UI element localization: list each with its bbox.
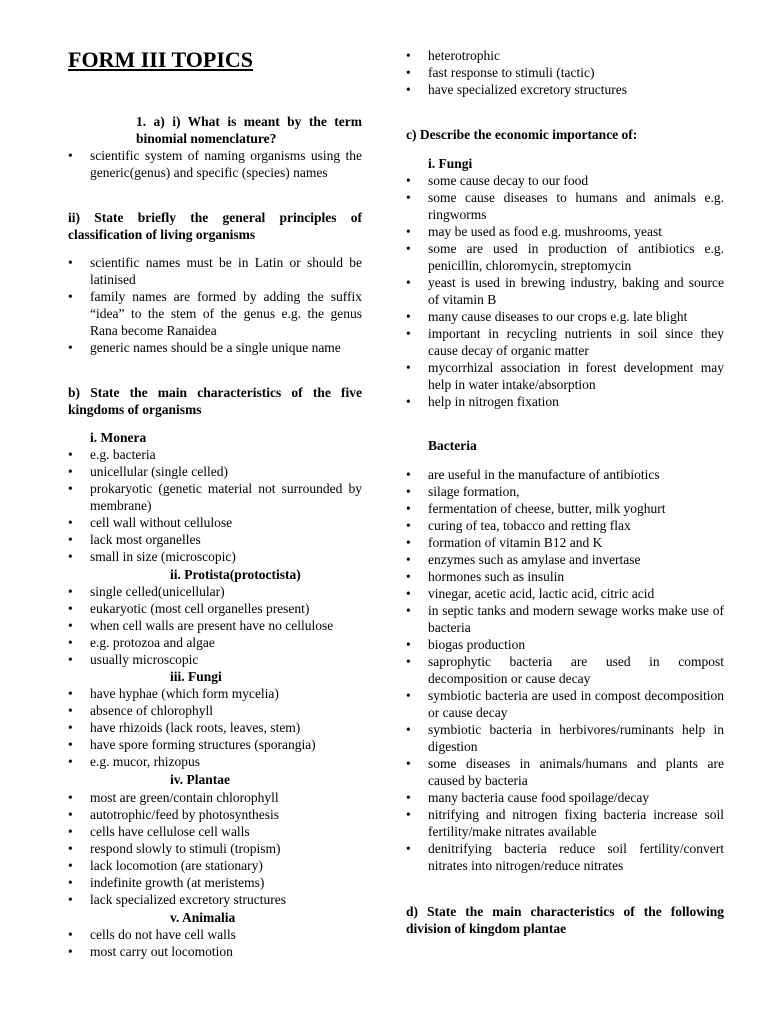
- animalia-continued-list: [406, 47, 724, 98]
- question-1d: d) State the main characteristics of the following division of kingdom plantae: [406, 904, 724, 936]
- list-item: • have hyphae (which form mycelia): [68, 685, 362, 702]
- list-item: • generic names should be a single unique name: [68, 339, 362, 356]
- list-item: • many bacteria cause food spoilage/decay: [406, 789, 724, 806]
- list-item: • curing of tea, tobacco and retting flax: [406, 517, 724, 534]
- question-1a-ii: ii) State briefly the general principles of classification of living organisms: [68, 210, 362, 242]
- list-item: • symbiotic bacteria in herbivores/ruminants help in digestion: [406, 721, 724, 755]
- list-item: • fermentation of cheese, butter, milk yoghurt: [406, 500, 724, 517]
- list-item: • usually microscopic: [68, 651, 362, 668]
- bacteria-list: [406, 466, 724, 874]
- list-item: • denitrifying bacteria reduce soil fertility/convert nitrates into nitrogen/reduce nitrates: [406, 840, 724, 874]
- econ-fungi-list: [406, 172, 724, 410]
- list-item: • many cause diseases to our crops e.g. late blight: [406, 308, 724, 325]
- list-item: • single celled(unicellular): [68, 583, 362, 600]
- list-item: • cells have cellulose cell walls: [68, 823, 362, 840]
- list-item: • scientific system of naming organisms using the generic(genus) and specific (species) names: [68, 147, 362, 181]
- question-1a-i: 1. a) i) What is meant by the term binomial nomenclature?: [136, 114, 362, 146]
- list-item: • formation of vitamin B12 and K: [406, 534, 724, 551]
- list-item: • are useful in the manufacture of antibiotics: [406, 466, 724, 483]
- list-item: • indefinite growth (at meristems): [68, 874, 362, 891]
- list-item: • e.g. mucor, rhizopus: [68, 753, 362, 770]
- list-item: • e.g. protozoa and algae: [68, 634, 362, 651]
- plantae-list: [68, 789, 362, 908]
- list-item: • unicellular (single celled): [68, 463, 362, 480]
- list-item: • lack specialized excretory structures: [68, 891, 362, 908]
- list-item: • fast response to stimuli (tactic): [406, 64, 724, 81]
- principles-list: [68, 254, 362, 356]
- list-item: • heterotrophic: [406, 47, 724, 64]
- bacteria-heading: Bacteria: [428, 438, 477, 453]
- list-item: • have specialized excretory structures: [406, 81, 724, 98]
- animalia-list: [68, 926, 362, 960]
- list-item: • eukaryotic (most cell organelles present): [68, 600, 362, 617]
- list-item: • prokaryotic (genetic material not surrounded by membrane): [68, 480, 362, 514]
- question-1c: c) Describe the economic importance of:: [406, 127, 638, 142]
- list-item: • symbiotic bacteria are used in compost decomposition or cause decay: [406, 687, 724, 721]
- list-item: • most carry out locomotion: [68, 943, 362, 960]
- list-item: • lack most organelles: [68, 531, 362, 548]
- monera-list: [68, 446, 362, 565]
- econ-fungi-heading: i. Fungi: [428, 156, 473, 171]
- binomial-list: [68, 147, 362, 181]
- list-item: • hormones such as insulin: [406, 568, 724, 585]
- list-item: • small in size (microscopic): [68, 548, 362, 565]
- list-item: • enzymes such as amylase and invertase: [406, 551, 724, 568]
- list-item: • scientific names must be in Latin or should be latinised: [68, 254, 362, 288]
- list-item: • nitrifying and nitrogen fixing bacteria increase soil fertility/make nitrates available: [406, 806, 724, 840]
- protista-heading: ii. Protista(protoctista): [170, 567, 301, 582]
- list-item: • vinegar, acetic acid, lactic acid, citric acid: [406, 585, 724, 602]
- list-item: • yeast is used in brewing industry, baking and source of vitamin B: [406, 274, 724, 308]
- list-item: • biogas production: [406, 636, 724, 653]
- list-item: • some cause diseases to humans and animals e.g. ringworms: [406, 189, 724, 223]
- list-item: • some are used in production of antibiotics e.g. penicillin, chloromycin, streptomycin: [406, 240, 724, 274]
- list-item: • important in recycling nutrients in soil since they cause decay of organic matter: [406, 325, 724, 359]
- list-item: • have rhizoids (lack roots, leaves, stem): [68, 719, 362, 736]
- list-item: • may be used as food e.g. mushrooms, yeast: [406, 223, 724, 240]
- list-item: • some diseases in animals/humans and plants are caused by bacteria: [406, 755, 724, 789]
- list-item: • help in nitrogen fixation: [406, 393, 724, 410]
- list-item: • when cell walls are present have no cellulose: [68, 617, 362, 634]
- list-item: • absence of chlorophyll: [68, 702, 362, 719]
- list-item: • in septic tanks and modern sewage works make use of bacteria: [406, 602, 724, 636]
- fungi-list: [68, 685, 362, 770]
- list-item: • respond slowly to stimuli (tropism): [68, 840, 362, 857]
- list-item: • cell wall without cellulose: [68, 514, 362, 531]
- list-item: • autotrophic/feed by photosynthesis: [68, 806, 362, 823]
- question-1b: b) State the main characteristics of the five kingdoms of organisms: [68, 385, 362, 417]
- list-item: • have spore forming structures (sporangia): [68, 736, 362, 753]
- list-item: • silage formation,: [406, 483, 724, 500]
- animalia-heading: v. Animalia: [170, 910, 236, 925]
- list-item: • saprophytic bacteria are used in compost decomposition or cause decay: [406, 653, 724, 687]
- list-item: • e.g. bacteria: [68, 446, 362, 463]
- list-item: • some cause decay to our food: [406, 172, 724, 189]
- protista-list: [68, 583, 362, 668]
- page-title: FORM III TOPICS: [68, 47, 254, 72]
- plantae-heading: iv. Plantae: [170, 772, 230, 787]
- list-item: • cells do not have cell walls: [68, 926, 362, 943]
- list-item: • most are green/contain chlorophyll: [68, 789, 362, 806]
- list-item: • family names are formed by adding the suffix “idea” to the stem of the genus e.g. the genus Rana become Ranaidea: [68, 288, 362, 339]
- fungi-heading: iii. Fungi: [170, 669, 222, 684]
- list-item: • lack locomotion (are stationary): [68, 857, 362, 874]
- monera-heading: i. Monera: [90, 430, 147, 445]
- list-item: • mycorrhizal association in forest development may help in water intake/absorption: [406, 359, 724, 393]
